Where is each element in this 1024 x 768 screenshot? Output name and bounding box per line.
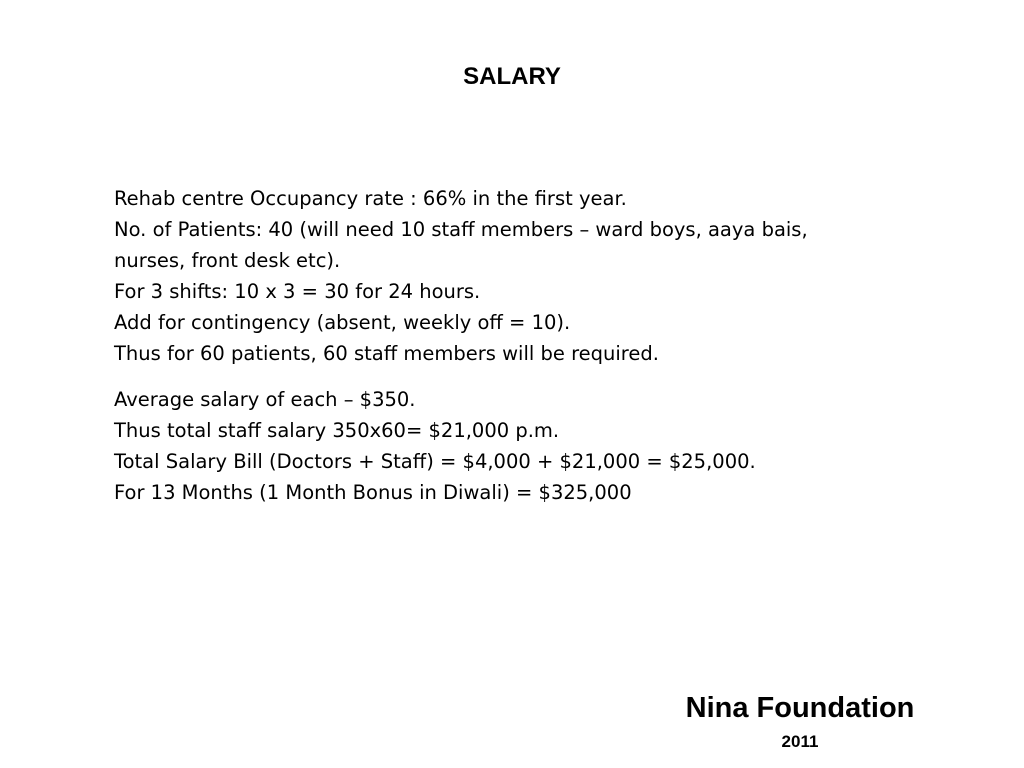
footer-year: 2011	[781, 732, 819, 751]
paragraph-salary-calculation	[114, 384, 974, 508]
body-line: Thus for 60 patients, 60 staff members will be required.	[114, 342, 659, 365]
paragraph-staffing	[114, 183, 974, 369]
body-line: For 13 Months (1 Month Bonus in Diwali) = $325,000	[114, 481, 632, 504]
body-line: Rehab centre Occupancy rate : 66% in the first year.	[114, 187, 627, 210]
body-line: Add for contingency (absent, weekly off = 10).	[114, 311, 571, 334]
slide-title: SALARY	[463, 63, 561, 90]
body-line: Average salary of each – $350.	[114, 388, 416, 411]
body-line: No. of Patients: 40 (will need 10 staff members – ward boys, aaya bais,	[114, 218, 808, 241]
body-line: nurses, front desk etc).	[114, 249, 341, 272]
body-line: For 3 shifts: 10 x 3 = 30 for 24 hours.	[114, 280, 481, 303]
body-line: Total Salary Bill (Doctors + Staff) = $4,000 + $21,000 = $25,000.	[114, 450, 756, 473]
footer-organization: Nina Foundation	[685, 692, 915, 724]
slide-body	[114, 183, 974, 508]
body-line: Thus total staff salary 350x60= $21,000 p.m.	[114, 419, 560, 442]
